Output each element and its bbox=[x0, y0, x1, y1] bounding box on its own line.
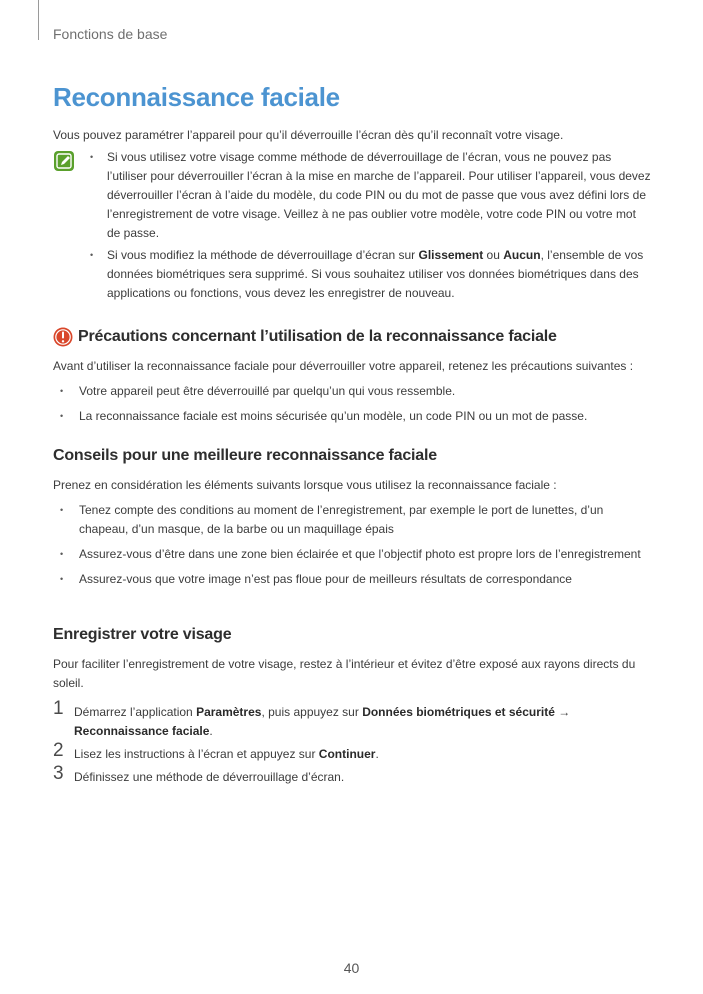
precautions-heading bbox=[53, 327, 557, 347]
precautions-list bbox=[53, 382, 653, 432]
step-item: 2 Lisez les instructions à l’écran et appuyez sur Continuer. bbox=[53, 740, 379, 761]
step-item: 1 Démarrez l’application Paramètres, puis appuyez sur Données biométriques et sécurité → Reconnaissance faciale. bbox=[53, 698, 571, 738]
step-number: 3 bbox=[53, 763, 64, 784]
step-number: 1 bbox=[53, 698, 64, 719]
tips-heading: Conseils pour une meilleure reconnaissance faciale bbox=[53, 447, 437, 464]
precautions-intro: Avant d’utiliser la reconnaissance faciale pour déverrouiller votre appareil, retenez les précautions suivantes : bbox=[53, 359, 634, 373]
precautions-title: Précautions concernant l’utilisation de la reconnaissance faciale bbox=[78, 328, 557, 345]
register-heading: Enregistrer votre visage bbox=[53, 626, 232, 643]
tips-list bbox=[53, 501, 653, 595]
register-intro: Pour faciliter l’enregistrement de votre visage, restez à l’intérieur et évitez d’être exposé aux rayons directs du soleil. bbox=[53, 657, 636, 690]
note-item bbox=[87, 148, 652, 243]
note-item-text: Si vous utilisez votre visage comme méthode de déverrouillage de l’écran, vous ne pouvez pas l’utiliser pour déverrouiller l’écran à la mise en marche de l’appareil. Pour utiliser l’appareil, vous devez déverrouiller l’écran à l’aide du modèle, du code PIN ou du mot de passe que vous avez défini lors de l’enregistrement de votre visage. Veillez à ne pas oublier votre modèle, votre code PIN ou votre mot de passe. bbox=[107, 150, 651, 240]
note-list bbox=[87, 148, 652, 306]
list-item: • La reconnaissance faciale est moins sécurisée qu’un modèle, un code PIN ou un mot de passe. bbox=[53, 407, 653, 426]
page-title: Reconnaissance faciale bbox=[53, 82, 340, 112]
caution-icon bbox=[53, 327, 73, 347]
list-item: • Votre appareil peut être déverrouillé par quelqu’un qui vous ressemble. bbox=[53, 382, 653, 401]
step-item: 3 Définissez une méthode de déverrouillage d’écran. bbox=[53, 763, 345, 784]
page-margin-line bbox=[38, 0, 39, 40]
page-number: 40 bbox=[343, 960, 360, 976]
intro-text: Vous pouvez paramétrer l’appareil pour qu’il déverrouille l’écran dès qu’il reconnaît votre visage. bbox=[53, 128, 564, 142]
note-pencil-icon bbox=[53, 150, 75, 172]
list-item: • Tenez compte des conditions au moment de l’enregistrement, par exemple le port de lunettes, d’un chapeau, d’un masque, de la barbe ou un maquillage épais bbox=[53, 501, 653, 539]
step-number: 2 bbox=[53, 740, 64, 761]
register-steps bbox=[53, 698, 653, 791]
list-item: • Assurez-vous que votre image n’est pas floue pour de meilleurs résultats de correspondance bbox=[53, 570, 653, 589]
tips-intro: Prenez en considération les éléments suivants lorsque vous utilisez la reconnaissance faciale : bbox=[53, 478, 557, 492]
section-header: Fonctions de base bbox=[53, 26, 168, 42]
note-item: • Si vous modifiez la méthode de déverrouillage d’écran sur Glissement ou Aucun, l’ensemble de vos données biométriques sera supprimé. Si vous souhaitez utiliser vos données biométriques dans des applications ou fonctions, vous devez les enregistrer de nouveau. bbox=[87, 246, 652, 303]
list-item: • Assurez-vous d’être dans une zone bien éclairée et que l’objectif photo est propre lors de l’enregistrement bbox=[53, 545, 653, 564]
